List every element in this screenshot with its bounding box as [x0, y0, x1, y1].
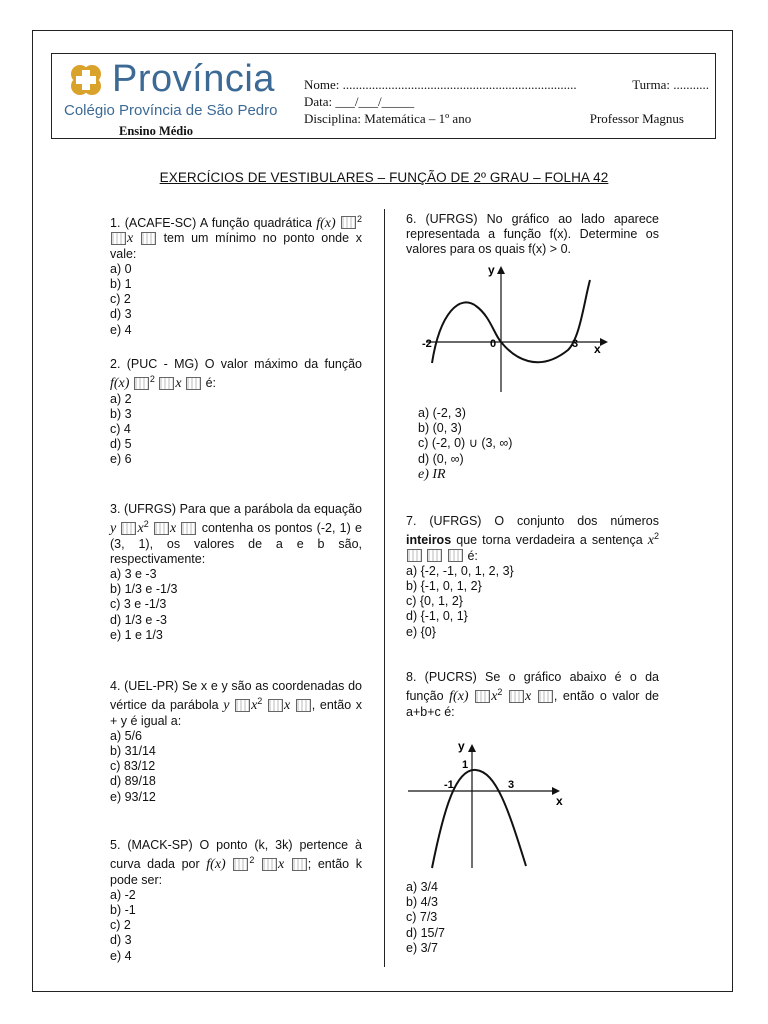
formula-glyph-icon [475, 690, 490, 703]
option: b) (0, 3) [418, 421, 462, 436]
tick-label: -2 [422, 338, 432, 350]
option: d) 1/3 e -3 [110, 612, 167, 627]
formula-glyph-icon [121, 522, 136, 535]
question-6-options [418, 406, 658, 482]
option: b) 1/3 e -1/3 [110, 582, 178, 597]
option: e) 4 [110, 948, 132, 963]
formula: y [223, 698, 230, 714]
formula: f(x) [449, 689, 469, 705]
formula: f(x) [110, 376, 130, 392]
page-title: EXERCÍCIOS DE VESTIBULARES – FUNÇÃO DE 2º GRAU – FOLHA 42 [159, 170, 609, 185]
question-4: 4. (UEL-PR) Se x e y são as coordenadas do vértice da parábola y $x^2$ x , então x + y é igual a: a) 5/6 b) 31/14 c) 83/12 d) 89/18 e) 93/12 [110, 679, 363, 804]
option: e) {0} [406, 624, 436, 639]
option: c) 4 [110, 421, 131, 436]
formula-glyph-icon [538, 690, 553, 703]
formula-glyph-icon [111, 232, 126, 245]
option: a) 2 [110, 391, 132, 406]
formula-glyph-icon [233, 858, 248, 871]
formula-glyph-icon [292, 858, 307, 871]
tick-label: 1 [462, 759, 469, 771]
question-6 [406, 212, 659, 258]
option: d) 15/7 [406, 925, 445, 940]
graph-q8 [404, 738, 574, 872]
document-header [51, 53, 716, 139]
column-divider [384, 209, 385, 967]
question-text: ; então k pode ser: [110, 857, 362, 887]
question-text: , então o valor de a+b+c é: [406, 689, 659, 719]
name-field: Nome: ........................................................................ [304, 77, 577, 92]
option: c) (-2, 0) ∪ (3, ∞) [418, 436, 513, 451]
option: c) 3 e -1/3 [110, 597, 167, 612]
option: d) 5 [110, 437, 132, 452]
graph-q6 [418, 262, 618, 396]
school-subtitle: Colégio Província de São Pedro [64, 102, 278, 119]
logo-emblem-icon [68, 62, 104, 98]
question-text: que torna verdadeira a sentença [456, 533, 643, 548]
formula-glyph-icon [296, 699, 311, 712]
formula-glyph-icon [268, 699, 283, 712]
option: c) 2 [110, 292, 131, 307]
question-3: 3. (UFRGS) Para que a parábola da equação y $x^2$ x contenha os pontos (-2, 1) e (3, 1), os valores de a e b são, respectivamente: a) 3 e -3 b) 1/3 e -1/3 c) 3 e -1/3 d) 1/3 e -3 e) 1 e 1/3 [110, 502, 362, 642]
question-text: é: [467, 548, 478, 563]
formula-glyph-icon [407, 549, 422, 562]
option: b) 4/3 [406, 895, 438, 910]
question-8: 8. (PUCRS) Se o gráfico abaixo é o da função f(x) $x^2$ x , então o valor de a+b+c é: [406, 670, 659, 719]
question-text: tem um mínimo no ponto onde x vale: [110, 231, 362, 261]
option: e) IR [418, 466, 446, 482]
option: b) {-1, 0, 1, 2} [406, 578, 482, 593]
question-7: 7. (UFRGS) O conjunto dos números inteiros que torna verdadeira a sentença $x^2$ é: a) {-2, -1, 0, 1, 2, 3} b) {-1, 0, 1, 2} c) {0, 1, 2} d) {-1, 0, 1} e) {0} [406, 514, 659, 639]
option: b) 1 [110, 276, 132, 291]
question-text: 4. (UEL-PR) Se x e y são as coordenadas do vértice da parábola [110, 679, 362, 713]
header-fields [304, 76, 709, 127]
question-text: 6. (UFRGS) No gráfico ao lado aparece representada a função f(x). Determine os valores para os quais f(x) > 0. [406, 212, 659, 257]
school-name: Província [112, 58, 275, 100]
formula: y [110, 521, 117, 537]
option: d) {-1, 0, 1} [406, 609, 468, 624]
tick-label: 0 [490, 338, 497, 350]
question-1: 1. (ACAFE-SC) A função quadrática f(x) $^2$ x tem um mínimo no ponto onde x vale: a) 0 b) 1 c) 2 d) 3 e) 4 [110, 214, 362, 337]
x-axis-label: x [594, 342, 601, 356]
question-text-bold: inteiros [406, 533, 452, 548]
option: d) 3 [110, 933, 132, 948]
formula: f(x) [206, 857, 226, 873]
formula-glyph-icon [134, 377, 149, 390]
formula-glyph-icon [141, 232, 156, 245]
formula-glyph-icon [186, 377, 201, 390]
teacher-field: Professor Magnus [589, 111, 684, 126]
question-2: 2. (PUC - MG) O valor máximo da função f(x) $^2$ x é: a) 2 b) 3 c) 4 d) 5 e) 6 [110, 357, 362, 467]
option: c) 2 [110, 918, 131, 933]
y-axis-label: y [458, 739, 465, 753]
formula-glyph-icon [341, 216, 356, 229]
formula: f(x) [316, 216, 336, 232]
option: a) 5/6 [110, 728, 142, 743]
formula-glyph-icon [235, 699, 250, 712]
option: a) (-2, 3) [418, 406, 466, 420]
formula: x [647, 533, 654, 549]
option: e) 93/12 [110, 789, 156, 804]
option: d) (0, ∞) [418, 451, 464, 466]
question-5: 5. (MACK-SP) O ponto (k, 3k) pertence à curva dada por f(x) $^2$ x ; então k pode ser: a) -2 b) -1 c) 2 d) 3 e) 4 [110, 838, 362, 963]
option: c) {0, 1, 2} [406, 594, 463, 609]
tick-label: 3 [572, 338, 579, 350]
option: a) {-2, -1, 0, 1, 2, 3} [406, 563, 514, 578]
tick-label: -1 [444, 779, 454, 791]
option: b) 3 [110, 406, 132, 421]
option: a) -2 [110, 887, 136, 902]
question-text: 1. (ACAFE-SC) A função quadrática [110, 216, 312, 231]
question-text: 2. (PUC - MG) O valor máximo da função [110, 357, 362, 371]
option: e) 6 [110, 452, 132, 467]
option: e) 4 [110, 322, 132, 337]
question-text: 8. (PUCRS) Se o gráfico abaixo é o da função [406, 670, 659, 704]
option: e) 1 e 1/3 [110, 627, 163, 642]
class-field: Turma: ........... [632, 77, 709, 92]
formula-glyph-icon [262, 858, 277, 871]
option: a) 3 e -3 [110, 566, 157, 581]
date-field: Data: ___/___/_____ [304, 94, 415, 109]
question-text: 7. (UFRGS) O conjunto dos números [406, 514, 659, 528]
school-tag: Ensino Médio [119, 124, 193, 138]
option: a) 0 [110, 261, 132, 276]
question-text: , então x + y é igual a: [110, 698, 363, 728]
formula-glyph-icon [509, 690, 524, 703]
formula-glyph-icon [154, 522, 169, 535]
question-text: é: [205, 376, 217, 391]
formula-glyph-icon [159, 377, 174, 390]
option: d) 89/18 [110, 774, 156, 789]
option: c) 7/3 [406, 910, 438, 925]
option: d) 3 [110, 307, 132, 322]
tick-label: 3 [508, 779, 515, 791]
question-8-options [406, 880, 646, 956]
question-text: 5. (MACK-SP) O ponto (k, 3k) pertence à curva dada por [110, 838, 362, 872]
option: e) 3/7 [406, 940, 438, 955]
formula-glyph-icon [181, 522, 196, 535]
question-text: contenha os pontos (-2, 1) e (3, 1), os valores de a e b são, respectivamente: [110, 521, 362, 566]
subject-field: Disciplina: Matemática – 1º ano [304, 111, 472, 126]
option: b) 31/14 [110, 743, 156, 758]
y-axis-label: y [488, 263, 495, 277]
option: b) -1 [110, 902, 136, 917]
formula-glyph-icon [427, 549, 442, 562]
formula-glyph-icon [448, 549, 463, 562]
school-logo [64, 58, 304, 138]
question-text: 3. (UFRGS) Para que a parábola da equação [110, 502, 362, 516]
option: c) 83/12 [110, 759, 156, 774]
option: a) 3/4 [406, 880, 438, 894]
x-axis-label: x [556, 794, 563, 808]
